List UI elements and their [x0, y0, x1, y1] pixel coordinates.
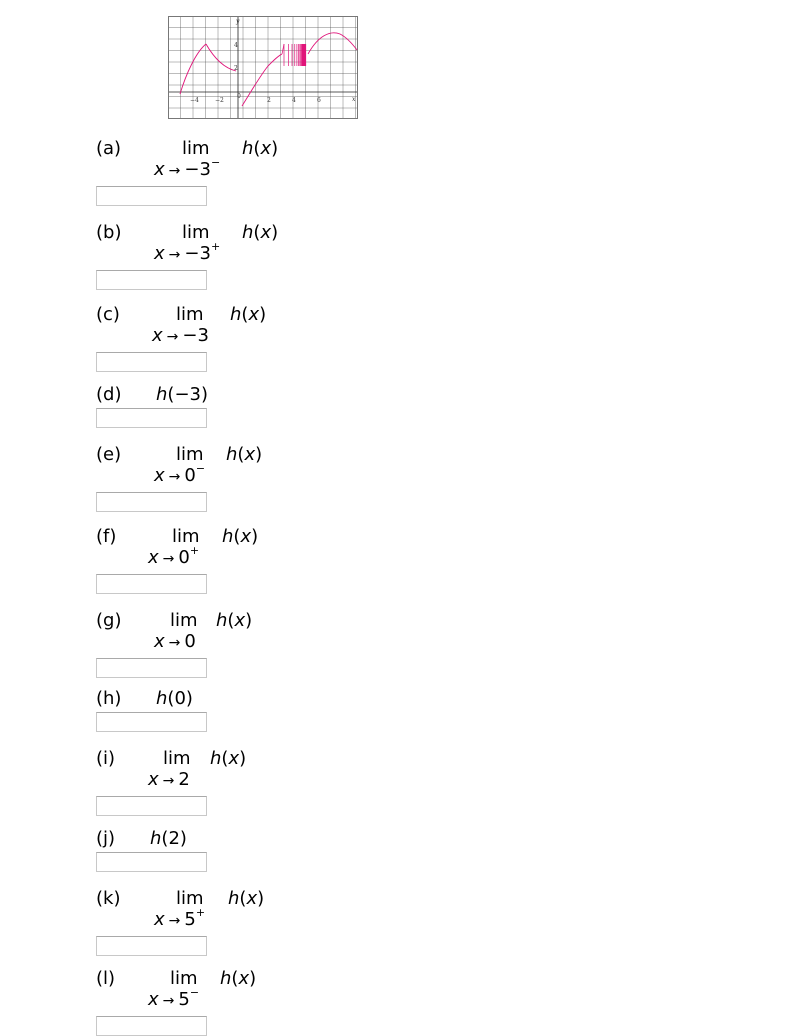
limit-side: − [210, 156, 221, 169]
limit-subscript [154, 631, 196, 654]
answer-input-j[interactable] [96, 852, 207, 872]
x-tick-label: −2 [215, 97, 224, 104]
limit-word: lim [172, 526, 200, 547]
limit-word: lim [176, 444, 204, 465]
function-expression: h(x) [220, 968, 257, 989]
limit-arrow: → [166, 329, 179, 345]
limit-side: + [189, 544, 200, 557]
function-name: h [150, 828, 162, 849]
function-expression: h(x) [226, 444, 263, 465]
function-graph [168, 16, 358, 119]
answer-input-d[interactable] [96, 408, 207, 428]
question-label: (d) [96, 384, 122, 405]
limit-word: lim [170, 968, 198, 989]
question-label: (l) [96, 968, 116, 989]
y-tick-label: 4 [234, 42, 238, 49]
limit-arrow: → [168, 247, 181, 263]
limit-subscript [154, 906, 206, 932]
function-expression: h(x) [216, 610, 253, 631]
function-argument: 0 [174, 688, 186, 709]
function-expression: h(x) [230, 304, 267, 325]
limit-variable: x [154, 631, 165, 652]
limit-arrow: → [162, 551, 175, 567]
limit-subscript [148, 544, 200, 570]
function-argument: x [240, 526, 252, 547]
function-argument: x [244, 444, 256, 465]
limit-arrow: → [168, 469, 181, 485]
limit-variable: x [154, 159, 165, 180]
limit-point: −3 [184, 159, 211, 180]
function-value-expression: h(2) [150, 828, 187, 849]
limit-word: lim [182, 138, 210, 159]
function-expression: h(x) [242, 138, 279, 159]
limit-side: + [210, 240, 221, 253]
limit-point: 5 [178, 989, 190, 1010]
x-tick-label: 0 [237, 93, 241, 100]
question-label: (i) [96, 748, 116, 769]
question-label: (k) [96, 888, 121, 909]
limit-variable: x [154, 909, 165, 930]
answer-input-b[interactable] [96, 270, 207, 290]
function-expression: h(x) [222, 526, 259, 547]
limit-word: lim [176, 888, 204, 909]
x-tick-label: −4 [190, 97, 199, 104]
function-argument: 2 [168, 828, 180, 849]
function-name: h [228, 888, 240, 909]
answer-input-h[interactable] [96, 712, 207, 732]
question-label: (j) [96, 828, 116, 849]
x-axis-label: x [352, 96, 356, 103]
limit-point: −3 [182, 325, 209, 346]
y-axis-label: y [236, 18, 240, 25]
function-name: h [220, 968, 232, 989]
function-argument: x [234, 610, 246, 631]
function-name: h [230, 304, 242, 325]
limit-side: − [189, 986, 200, 999]
function-value-expression: h(0) [156, 688, 193, 709]
limit-point: 0 [178, 547, 190, 568]
question-label: (a) [96, 138, 122, 159]
limit-subscript [152, 325, 209, 348]
function-name: h [242, 138, 254, 159]
limit-point: −3 [184, 243, 211, 264]
y-tick-label: 2 [234, 65, 238, 72]
question-label: (b) [96, 222, 122, 243]
function-argument: x [246, 888, 258, 909]
function-name: h [216, 610, 228, 631]
function-expression: h(x) [228, 888, 265, 909]
function-argument: x [228, 748, 240, 769]
function-name: h [242, 222, 254, 243]
function-name: h [156, 384, 168, 405]
answer-input-g[interactable] [96, 658, 207, 678]
answer-input-k[interactable] [96, 936, 207, 956]
function-argument: x [238, 968, 250, 989]
question-label: (e) [96, 444, 122, 465]
function-expression: h(x) [242, 222, 279, 243]
limit-side: − [195, 462, 206, 475]
function-name: h [222, 526, 234, 547]
limit-point: 2 [178, 769, 190, 790]
question-label: (g) [96, 610, 122, 631]
question-label: (h) [96, 688, 122, 709]
x-tick-label: 2 [267, 97, 271, 104]
limit-word: lim [182, 222, 210, 243]
x-tick-label: 6 [317, 97, 321, 104]
answer-input-e[interactable] [96, 492, 207, 512]
limit-subscript [154, 240, 221, 266]
limit-side: + [195, 906, 206, 919]
limit-variable: x [148, 989, 159, 1010]
function-value-expression: h(−3) [156, 384, 209, 405]
function-argument: x [260, 222, 272, 243]
limit-arrow: → [162, 773, 175, 789]
question-label: (f) [96, 526, 117, 547]
limit-point: 0 [184, 631, 196, 652]
limit-variable: x [152, 325, 163, 346]
limit-arrow: → [168, 635, 181, 651]
function-argument: x [248, 304, 260, 325]
limit-point: 5 [184, 909, 196, 930]
limit-word: lim [163, 748, 191, 769]
function-name: h [210, 748, 222, 769]
limit-arrow: → [168, 163, 181, 179]
function-name: h [226, 444, 238, 465]
limit-subscript [148, 769, 190, 792]
answer-input-i[interactable] [96, 796, 207, 816]
function-argument: x [260, 138, 272, 159]
limit-subscript [148, 986, 200, 1012]
answer-input-c[interactable] [96, 352, 207, 372]
answer-input-a[interactable] [96, 186, 207, 206]
limit-arrow: → [162, 993, 175, 1009]
limit-variable: x [148, 547, 159, 568]
limit-word: lim [170, 610, 198, 631]
question-label: (c) [96, 304, 120, 325]
limit-variable: x [154, 243, 165, 264]
function-name: h [156, 688, 168, 709]
limit-arrow: → [168, 913, 181, 929]
limit-subscript [154, 462, 206, 488]
limit-subscript [154, 156, 221, 182]
function-argument: −3 [174, 384, 201, 405]
limit-variable: x [154, 465, 165, 486]
answer-input-l[interactable] [96, 1016, 207, 1036]
x-tick-label: 4 [292, 97, 296, 104]
limit-variable: x [148, 769, 159, 790]
function-expression: h(x) [210, 748, 247, 769]
limit-word: lim [176, 304, 204, 325]
limit-point: 0 [184, 465, 196, 486]
answer-input-f[interactable] [96, 574, 207, 594]
